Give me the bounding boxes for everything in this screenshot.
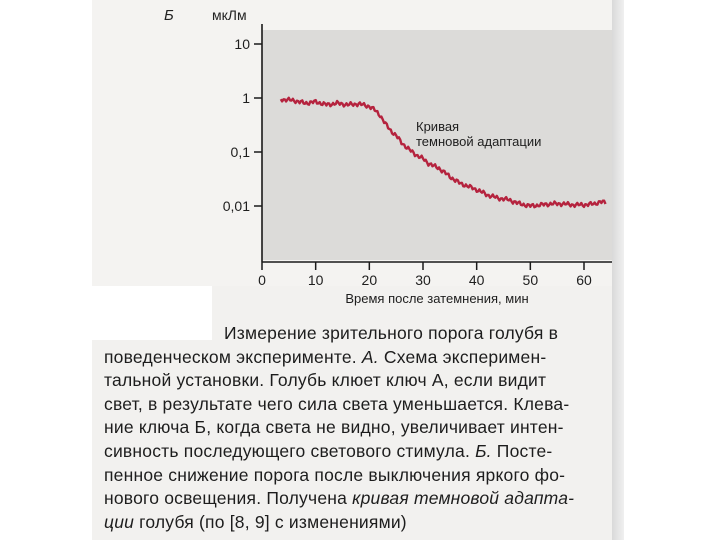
y-tick-label: 0,01 (222, 198, 250, 214)
caption-text: поведенческом эксперименте. (104, 346, 362, 367)
x-tick-label: 0 (258, 272, 266, 288)
caption-text: сивность последующего светового стимула. (104, 440, 476, 461)
caption-line-8 (104, 487, 624, 511)
caption-line-4: свет, в результате чего сила света уменьшается. Клева- (104, 393, 570, 414)
caption-line-7: пенное снижение порога после выключения яркого фо- (104, 464, 566, 485)
x-axis-title: Время после затемнения, мин (345, 291, 529, 306)
y-tick-label: 1 (242, 90, 250, 106)
caption-line-2 (104, 346, 624, 370)
y-unit-label: мкЛм (212, 7, 247, 23)
y-ticks (223, 36, 262, 214)
caption-text: Схема эксперимен- (378, 346, 547, 367)
caption-ref-b: Б. (475, 440, 492, 461)
x-tick-label: 50 (522, 272, 539, 288)
caption-term: ции (104, 511, 135, 532)
caption-line-1: Измерение зрительного порога голубя в (224, 323, 559, 343)
caption-text: голубя (по [8, 9] с изменениями) (134, 511, 407, 532)
figure-caption (104, 322, 624, 534)
x-tick-label: 20 (361, 272, 378, 288)
x-tick-label: 60 (576, 272, 592, 288)
x-ticks (258, 262, 592, 288)
x-tick-label: 40 (468, 272, 485, 288)
caption-term: кривая темновой адапта- (352, 488, 575, 509)
caption-line-9 (104, 511, 624, 535)
y-tick-label: 10 (234, 36, 250, 52)
caption-line-5: ние ключа Б, когда света не видно, увеличивает интен- (104, 417, 564, 438)
curve-annotation-line-2: темновой адаптации (416, 134, 542, 149)
caption-text: Посте- (491, 440, 553, 461)
caption-line-6 (104, 440, 624, 464)
curve-annotation-line-1: Кривая (416, 119, 460, 134)
caption-ref-a: А. (361, 346, 379, 367)
caption-text: нового освещения. Получена (104, 488, 353, 509)
x-tick-label: 30 (415, 272, 431, 288)
caption-line-3: тальной установки. Голубь клюет ключ А, если видит (104, 370, 547, 391)
panel-label: Б (164, 7, 174, 24)
y-tick-label: 0,1 (230, 144, 250, 160)
x-tick-label: 10 (307, 272, 324, 288)
